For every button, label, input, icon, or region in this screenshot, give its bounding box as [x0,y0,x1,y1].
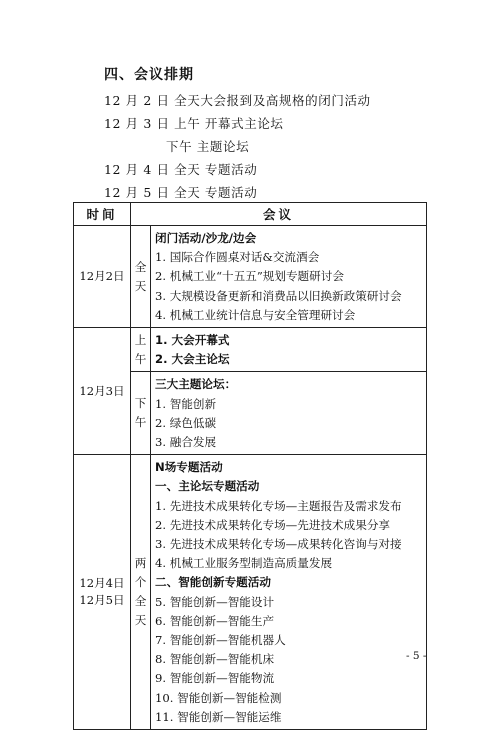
cell-title: 三大主题论坛： [155,377,237,392]
schedule-line: 12 月 2 日 全天大会报到及高规格的闭门活动 [104,93,371,108]
date-cell: 12月2日 [74,226,131,328]
list-item: 10. 智能创新—智能检测 [155,690,282,705]
header-time: 时间 [74,203,131,226]
cell-title: 闭门活动/沙龙/边会 [155,231,257,245]
list-item: 11. 智能创新—智能运维 [155,709,282,724]
list-item: 3. 大规模设备更新和消费品以旧换新政策研讨会 [155,288,402,303]
sub-time-label: 下 午 [134,396,147,430]
header-meeting: 会议 [131,203,427,226]
table-header-row [74,203,427,226]
sub-time-label: 全 天 [134,259,147,293]
sub-time-cell [131,372,151,455]
table-row [74,455,427,730]
sub-time-cell [131,226,151,328]
schedule-line: 下午 主题论坛 [166,139,250,154]
list-item: 4. 机械工业统计信息与安全管理研讨会 [155,307,356,322]
table-row [74,328,427,372]
schedule-line: 12 月 4 日 全天 专题活动 [104,162,258,177]
table-row [74,226,427,328]
section-title: 二、智能创新专题活动 [155,575,271,590]
list-item: 1. 国际合作圆桌对话&交流酒会 [155,250,320,265]
date-cell: 12月3日 [74,328,131,455]
list-item: 4. 机械工业服务型制造高质量发展 [155,556,333,571]
schedule-line: 12 月 3 日 上午 开幕式主论坛 [104,116,284,131]
list-item: 1. 大会开幕式 [155,333,230,348]
meeting-cell [151,372,427,455]
list-item: 8. 智能创新—智能机床 [155,652,275,667]
page-number: - 5 - [406,650,427,662]
list-item: 3. 先进技术成果转化专场—成果转化咨询与对接 [155,537,402,552]
list-item: 2. 先进技术成果转化专场—先进技术成果分享 [155,517,391,532]
date-cell [74,455,131,730]
list-item: 2. 绿色低碳 [155,415,217,430]
sub-time-cell [131,328,151,372]
list-item: 2. 机械工业“十五五”规划专题研讨会 [155,269,344,284]
section-title: 一、主论坛专题活动 [155,479,260,494]
sub-time-label: 两 个 全 天 [134,556,147,628]
date-label: 12月5日 [79,593,125,608]
section-heading: 四、会议排期 [104,67,194,83]
list-item: 3. 融合发展 [155,435,217,450]
sub-time-label: 上 午 [134,332,147,366]
list-item: 9. 智能创新—智能物流 [155,671,275,686]
list-item: 7. 智能创新—智能机器人 [155,633,286,648]
sub-time-cell [131,455,151,730]
list-item: 5. 智能创新—智能设计 [155,594,275,609]
list-item: 1. 先进技术成果转化专场—主题报告及需求发布 [155,498,402,513]
meeting-cell [151,455,427,730]
schedule-line: 12 月 5 日 全天 专题活动 [104,185,258,200]
list-item: 6. 智能创新—智能生产 [155,613,275,628]
meeting-cell [151,226,427,328]
date-label: 12月4日 [79,576,125,591]
cell-title: N场专题活动 [155,460,223,475]
meeting-cell [151,328,427,372]
list-item: 2. 大会主论坛 [155,352,230,367]
list-item: 1. 智能创新 [155,396,217,411]
meeting-table [73,202,427,730]
